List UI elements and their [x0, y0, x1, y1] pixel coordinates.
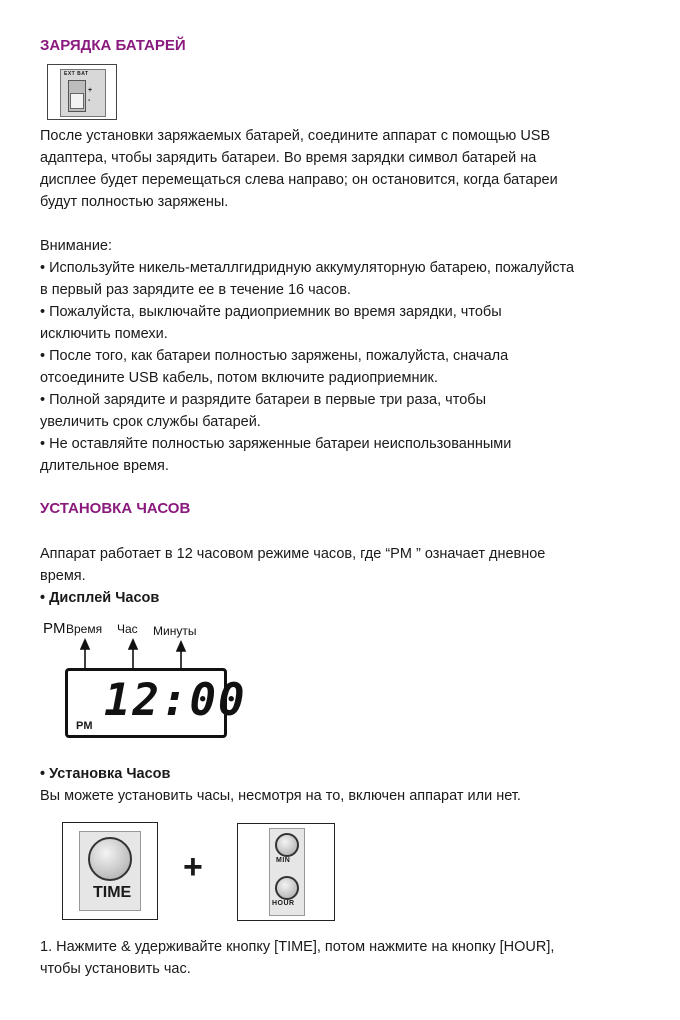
step1-line: чтобы установить час.	[40, 961, 191, 977]
setting-heading: • Установка Часов	[40, 766, 171, 782]
hour-arrow-head	[129, 640, 137, 649]
pm-label: PM	[43, 620, 66, 637]
bullet-line: • Используйте никель-металлгидридную аккумуляторную батарею, пожалуйста	[40, 260, 575, 276]
clock-title: УСТАНОВКА ЧАСОВ	[40, 500, 191, 517]
display-heading: • Дисплей Часов	[40, 590, 160, 606]
charging-line: дисплее будет перемещаться слева направо; он остановится, когда батареи	[40, 172, 558, 188]
step1-line: 1. Нажмите & удерживайте кнопку [TIME], потом нажмите на кнопку [HOUR],	[40, 939, 555, 955]
charging-line: будут полностью заряжены.	[40, 194, 229, 210]
time-label: Время	[66, 622, 103, 636]
clock-intro-line: время.	[40, 568, 86, 584]
bullet-line: • Полной зарядите и разрядите батареи в первые три раза, чтобы	[40, 392, 486, 408]
charging-title: ЗАРЯДКА БАТАРЕЙ	[40, 37, 186, 54]
min-button-label: MIN	[276, 857, 291, 864]
minutes-label: Минуты	[153, 624, 197, 638]
lcd-display	[65, 668, 247, 738]
hour-button-knob	[275, 876, 299, 900]
lcd-pm-indicator: PM	[76, 720, 93, 732]
hour-button-label: HOUR	[272, 900, 295, 907]
bullet-line: • После того, как батареи полностью заряжены, пожалуйста, сначала	[40, 348, 509, 364]
minutes-arrow-head	[177, 642, 185, 651]
bullet-line: отсоедините USB кабель, потом включите радиоприемник.	[40, 370, 438, 386]
bullet-line: • Не оставляйте полностью заряженные батареи неиспользованными	[40, 436, 512, 452]
ext-bat-label: EXT BAT	[64, 71, 89, 77]
time-button-label: TIME	[93, 884, 132, 901]
setting-text: Вы можете установить часы, несмотря на то, включен аппарат или нет.	[40, 788, 521, 804]
attention-label: Внимание:	[40, 238, 113, 254]
bullet-line: увеличить срок службы батарей.	[40, 414, 261, 430]
bullet-line: в первый раз зарядите ее в течение 16 часов.	[40, 282, 351, 298]
charging-line: После установки заряжаемых батарей, соедините аппарат с помощью USB	[40, 128, 551, 144]
time-button-knob	[88, 837, 132, 881]
setting-block	[40, 763, 650, 807]
hour-label: Час	[117, 622, 138, 636]
clock-intro-line: Аппарат работает в 12 часовом режиме часов, где “PM ” означает дневное	[40, 546, 546, 562]
min-button-knob	[275, 833, 299, 857]
step1-block	[40, 936, 650, 980]
pm-arrow-head	[81, 640, 89, 649]
bullet-line: длительное время.	[40, 458, 169, 474]
plus-mark: +	[88, 87, 93, 94]
time-button-illustration	[62, 822, 158, 920]
bullet-line: • Пожалуйста, выключайте радиоприемник во время зарядки, чтобы	[40, 304, 502, 320]
minus-mark: -	[88, 97, 91, 104]
min-hour-illustration	[237, 823, 335, 921]
bullet-line: исключить помехи.	[40, 326, 168, 342]
lcd-time-value: 12:00	[104, 675, 247, 726]
charging-line: адаптера, чтобы зарядить батареи. Во время зарядки символ батарей на	[40, 150, 537, 166]
plus-sign: +	[183, 848, 203, 886]
